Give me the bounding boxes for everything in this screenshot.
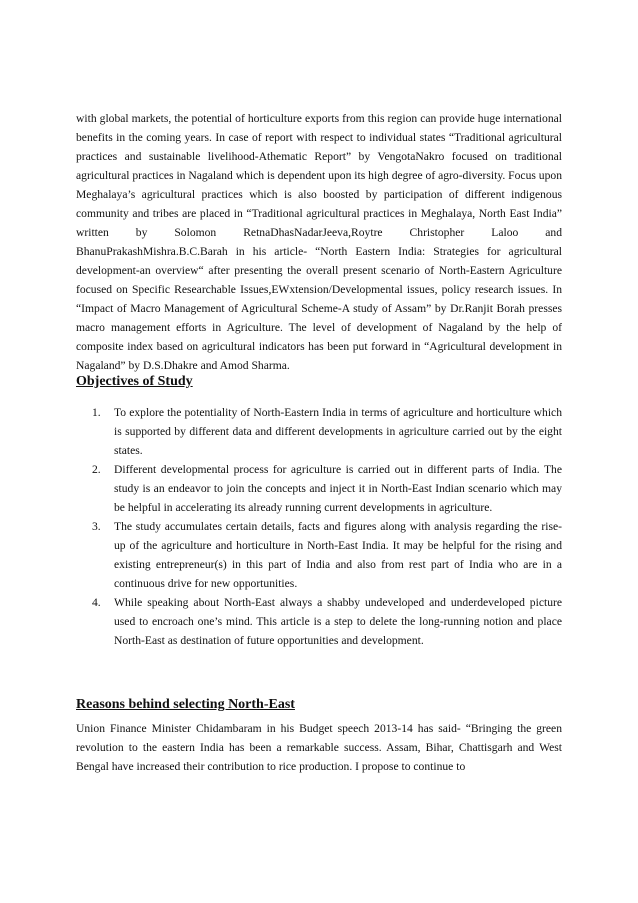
objectives-list bbox=[92, 403, 562, 650]
objective-text: To explore the potentiality of North-Eastern India in terms of agriculture and horticulture which is supported by different data and different developments in agriculture carried out by the eight states. bbox=[114, 406, 562, 457]
objective-number: 1. bbox=[92, 406, 101, 419]
objective-number: 2. bbox=[92, 463, 101, 476]
objective-item bbox=[92, 403, 562, 460]
objective-item bbox=[92, 517, 562, 593]
objectives-heading: Objectives of Study bbox=[76, 374, 193, 389]
objective-item bbox=[92, 460, 562, 517]
reasons-paragraph: Union Finance Minister Chidambaram in his Budget speech 2013-14 has said- “Bringing the green revolution to the eastern India has been a remarkable success. Assam, Bihar, Chattisgarh and West Bengal have increased their contribution to rice production. I propose to continue to bbox=[76, 722, 562, 773]
objective-item bbox=[92, 593, 562, 650]
objective-text: Different developmental process for agriculture is carried out in different parts of India. The study is an endeavor to join the concepts and inject it in North-East Indian scenario which may be helpful in accelerating its already running current developments in agriculture. bbox=[114, 463, 562, 514]
intro-paragraph: with global markets, the potential of horticulture exports from this region can provide huge international benefits in the coming years. In case of report with respect to individual states “Traditional agricultural practices and sustainable livelihood-Athematic Report” by VengotaNakro focused on traditional agricultural practices in Nagaland which is dependent upon its high degree of agro-diversity. Focus upon Meghalaya’s agricultural practices which is also boosted by participation of different indigenous community and tribes are placed in “Traditional agricultural practices in Meghalaya, North East India” written by Solomon RetnaDhasNadarJeeva,Roytre Christopher Laloo and BhanuPrakashMishra.B.C.Barah in his article- “North Eastern India: Strategies for agricultural development-an overview“ after presenting the overall present scenario of North-Eastern Agriculture focused on Specific Researchable Issues,EWxtension/Developmental issues, policy research issues. In “Impact of Macro Management of Agricultural Scheme-A study of Assam” by Dr.Ranjit Borah presses macro management efforts in Agriculture. The level of development of Nagaland by the help of composite index based on agricultural indicators has been put forward in “Agricultural development in Nagaland” by D.S.Dhakre and Amod Sharma. bbox=[76, 112, 562, 372]
objective-text: While speaking about North-East always a shabby undeveloped and underdeveloped picture used to encroach one’s mind. This article is a step to delete the long-running notion and place North-East as destination of future opportunities and development. bbox=[114, 596, 562, 647]
objective-number: 3. bbox=[92, 520, 101, 533]
objective-text: The study accumulates certain details, facts and figures along with analysis regarding the rise-up of the agriculture and horticulture in North-East India. It may be helpful for the rising and existing entrepreneur(s) in this part of India and also from rest part of India who are in a continuous drive for new opportunities. bbox=[114, 520, 562, 590]
objective-number: 4. bbox=[92, 596, 101, 609]
reasons-heading: Reasons behind selecting North-East bbox=[76, 697, 295, 712]
